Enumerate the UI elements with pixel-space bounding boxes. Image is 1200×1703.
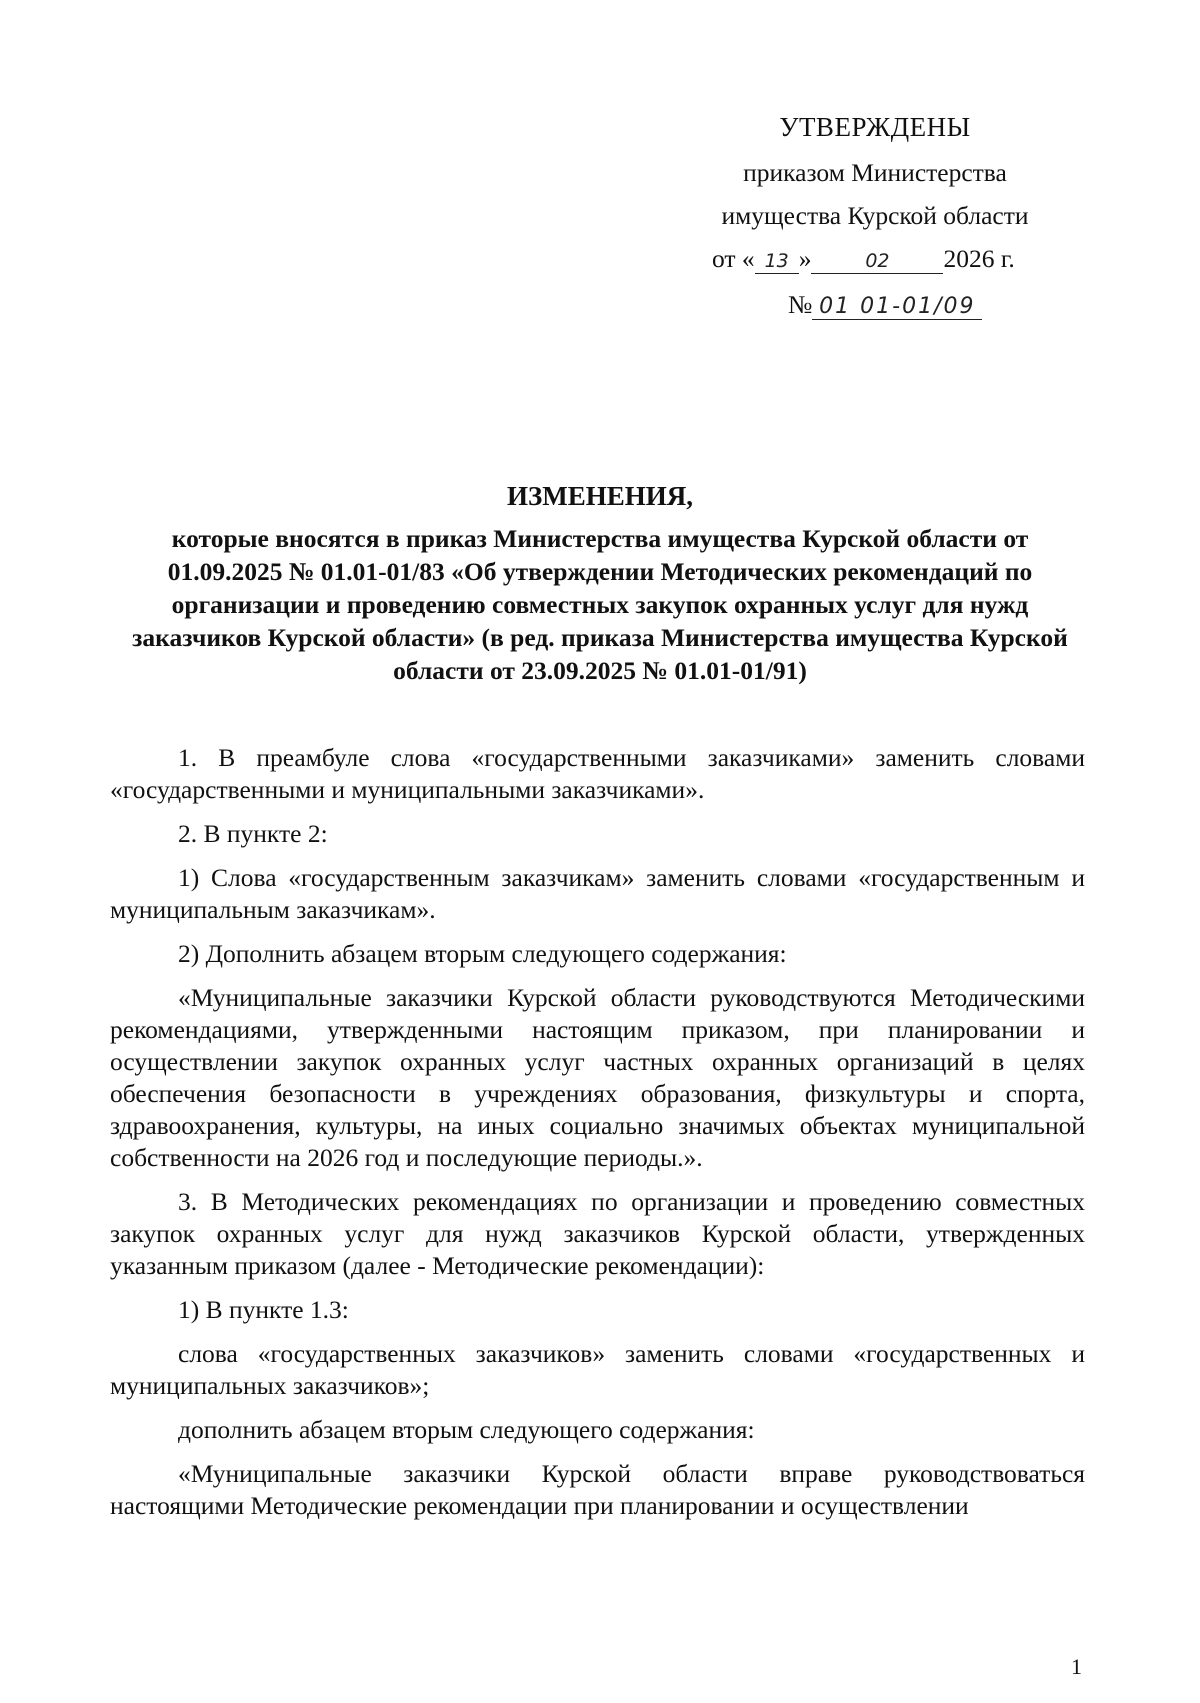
approval-number [690, 289, 1060, 321]
approval-title: УТВЕРЖДЕНЫ [779, 112, 971, 142]
paragraph: «Муниципальные заказчики Курской области руководствуются Методическими рекомендациями, утвержденными настоящим приказом, при планировании и осуществлении закупок охранных услуг частных охранных организаций в целях обеспечения безопасности в учреждениях образования, физкультуры и спорта, здравоохранения, культуры, на иных социально значимых объектах муниципальной собственности на 2026 год и последующие периоды.». [110, 983, 1085, 1172]
paragraph: дополнить абзацем вторым следующего содержания: [178, 1415, 755, 1444]
approval-line-2: имущества Курской области [721, 201, 1029, 230]
paragraph: 3. В Методических рекомендациях по организации и проведению совместных закупок охранных услуг для нужд заказчиков Курской области, утвержденных указанным приказом (далее - Методические рекомендации): [110, 1187, 1085, 1280]
handwritten-month: 02 [811, 249, 943, 274]
handwritten-day: 13 [755, 249, 799, 274]
document-body [110, 742, 1085, 1522]
paragraph: 1. В преамбуле слова «государственными заказчиками» заменить словами «государственными и муниципальными заказчиками». [110, 743, 1085, 804]
handwritten-number: 01 01-01/09 [812, 295, 982, 320]
page-number: 1 [1071, 1654, 1082, 1679]
approval-block [690, 111, 1060, 321]
document-subheading: которые вносятся в приказ Министерства имущества Курской области от 01.09.2025 № 01.01-01/83 «Об утверждении Методических рекомендаций по организации и проведению совместных закупок охранных услуг для нужд заказчиков Курской области» (в ред. приказа Министерства имущества Курской области от 23.09.2025 № 01.01-01/91) [132, 524, 1068, 685]
approval-date [690, 243, 1060, 275]
date-year: 2026 г. [943, 244, 1015, 273]
paragraph: слова «государственных заказчиков» заменить словами «государственных и муниципальных заказчиков»; [110, 1339, 1085, 1400]
paragraph: 2) Дополнить абзацем вторым следующего содержания: [178, 939, 787, 968]
paragraph: 2. В пункте 2: [178, 819, 328, 848]
paragraph: «Муниципальные заказчики Курской области вправе руководствоваться настоящими Методические рекомендации при планировании и осуществлении [110, 1459, 1085, 1520]
document-heading: ИЗМЕНЕНИЯ, [506, 481, 693, 511]
date-prefix: от « [712, 244, 755, 273]
paragraph: 1) Слова «государственным заказчикам» заменить словами «государственным и муниципальным заказчикам». [110, 863, 1085, 924]
approval-line-1: приказом Министерства [743, 158, 1007, 187]
paragraph: 1) В пункте 1.3: [178, 1295, 349, 1324]
date-mid: » [798, 244, 812, 273]
number-prefix: № [788, 290, 813, 319]
